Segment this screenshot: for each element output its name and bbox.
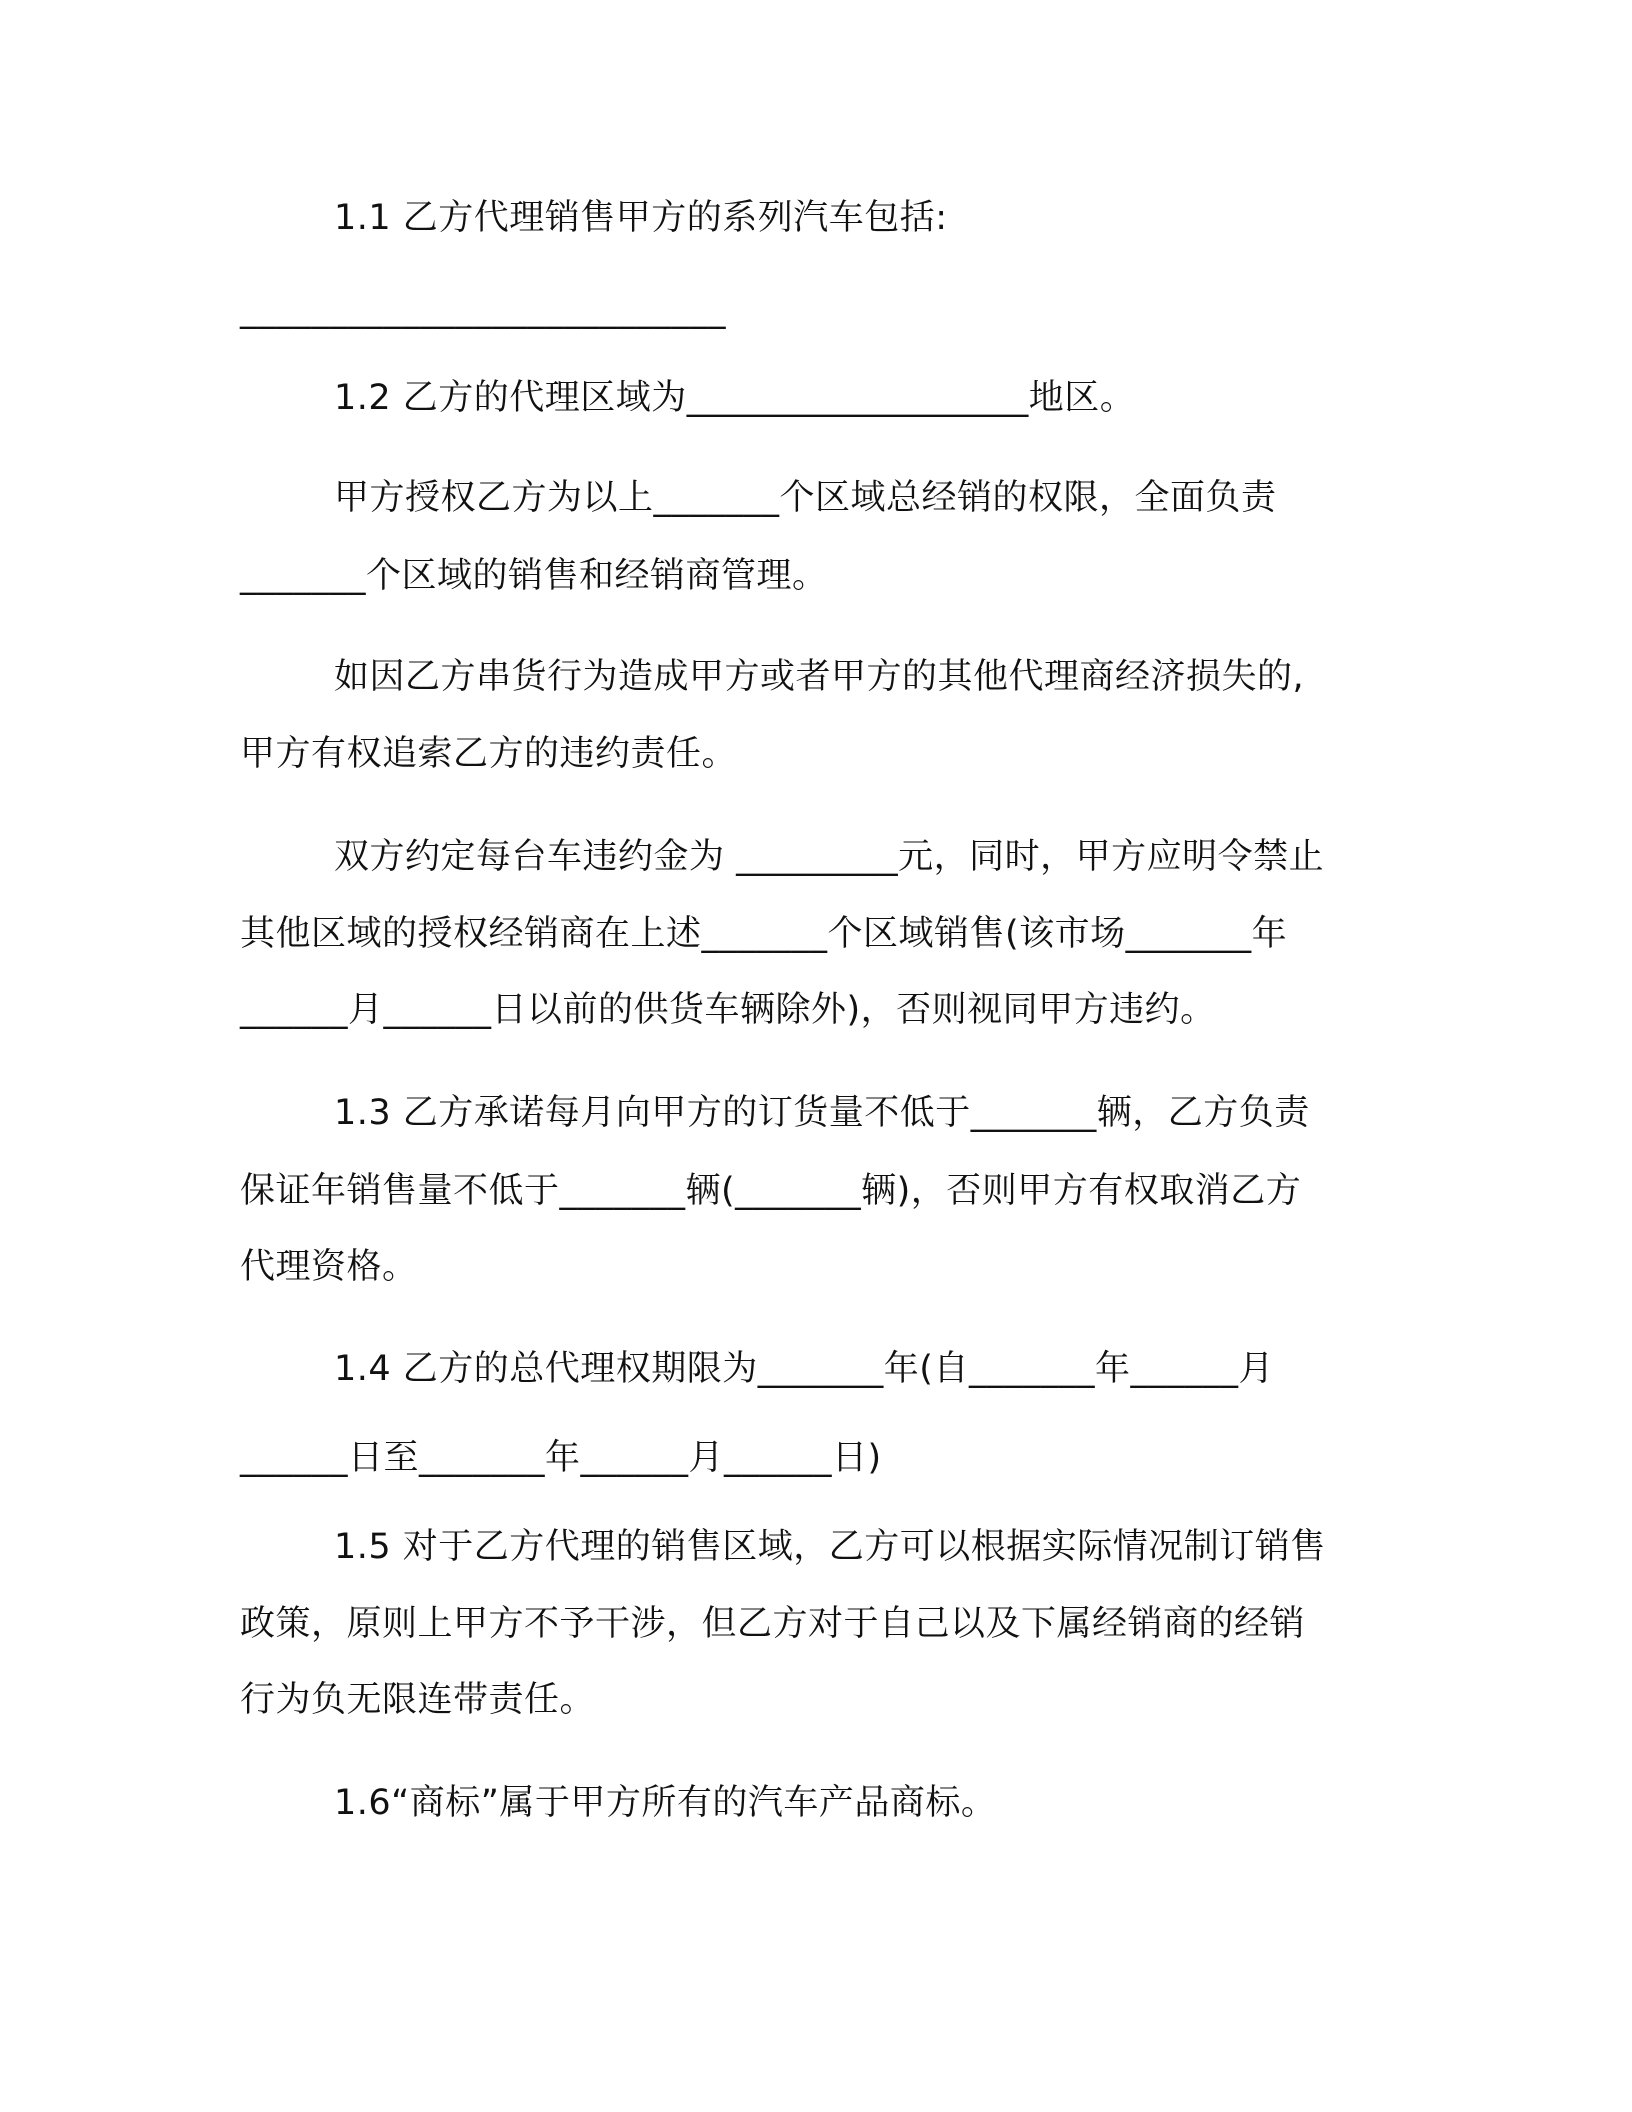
- clause-1-5-line-1: 1.5 对于乙方代理的销售区域，乙方可以根据实际情况制订销售: [334, 1527, 1326, 1567]
- authorization-line-1: 甲方授权乙方为以上_______个区域总经销的权限，全面负责: [334, 478, 1277, 518]
- clause-1-3-line-3: 代理资格。: [240, 1247, 418, 1287]
- penalty-line-2: 其他区域的授权经销商在上述_______个区域销售(该市场_______年: [240, 914, 1288, 954]
- clause-1-2-line: 1.2 乙方的代理区域为___________________地区。: [334, 378, 1136, 418]
- clause-1-5-line-3: 行为负无限连带责任。: [240, 1680, 596, 1720]
- penalty-line-3: ______月______日以前的供货车辆除外)，否则视同甲方违约。: [240, 990, 1216, 1030]
- cross-selling-line-1: 如因乙方串货行为造成甲方或者甲方的其他代理商经济损失的,: [334, 657, 1305, 697]
- cross-selling-line-2: 甲方有权追索乙方的违约责任。: [240, 734, 738, 774]
- clause-1-5-line-2: 政策，原则上甲方不予干涉，但乙方对于自己以及下属经销商的经销: [240, 1604, 1306, 1644]
- clause-1-1-blank: ___________________________: [240, 290, 726, 330]
- penalty-line-1: 双方约定每台车违约金为 _________元，同时，甲方应明令禁止: [334, 837, 1325, 877]
- clause-1-4-line-2: ______日至_______年______月______日): [240, 1438, 882, 1478]
- clause-1-3-line-2: 保证年销售量不低于_______辆(_______辆)，否则甲方有权取消乙方: [240, 1171, 1302, 1211]
- authorization-line-2: _______个区域的销售和经销商管理。: [240, 556, 828, 596]
- clause-1-1-heading: 1.1 乙方代理销售甲方的系列汽车包括:: [334, 198, 948, 238]
- clause-1-4-line-1: 1.4 乙方的总代理权期限为_______年(自_______年______月: [334, 1349, 1274, 1389]
- clause-1-6-line: 1.6“商标”属于甲方所有的汽车产品商标。: [334, 1783, 997, 1823]
- clause-1-3-line-1: 1.3 乙方承诺每月向甲方的订货量不低于_______辆，乙方负责: [334, 1093, 1310, 1133]
